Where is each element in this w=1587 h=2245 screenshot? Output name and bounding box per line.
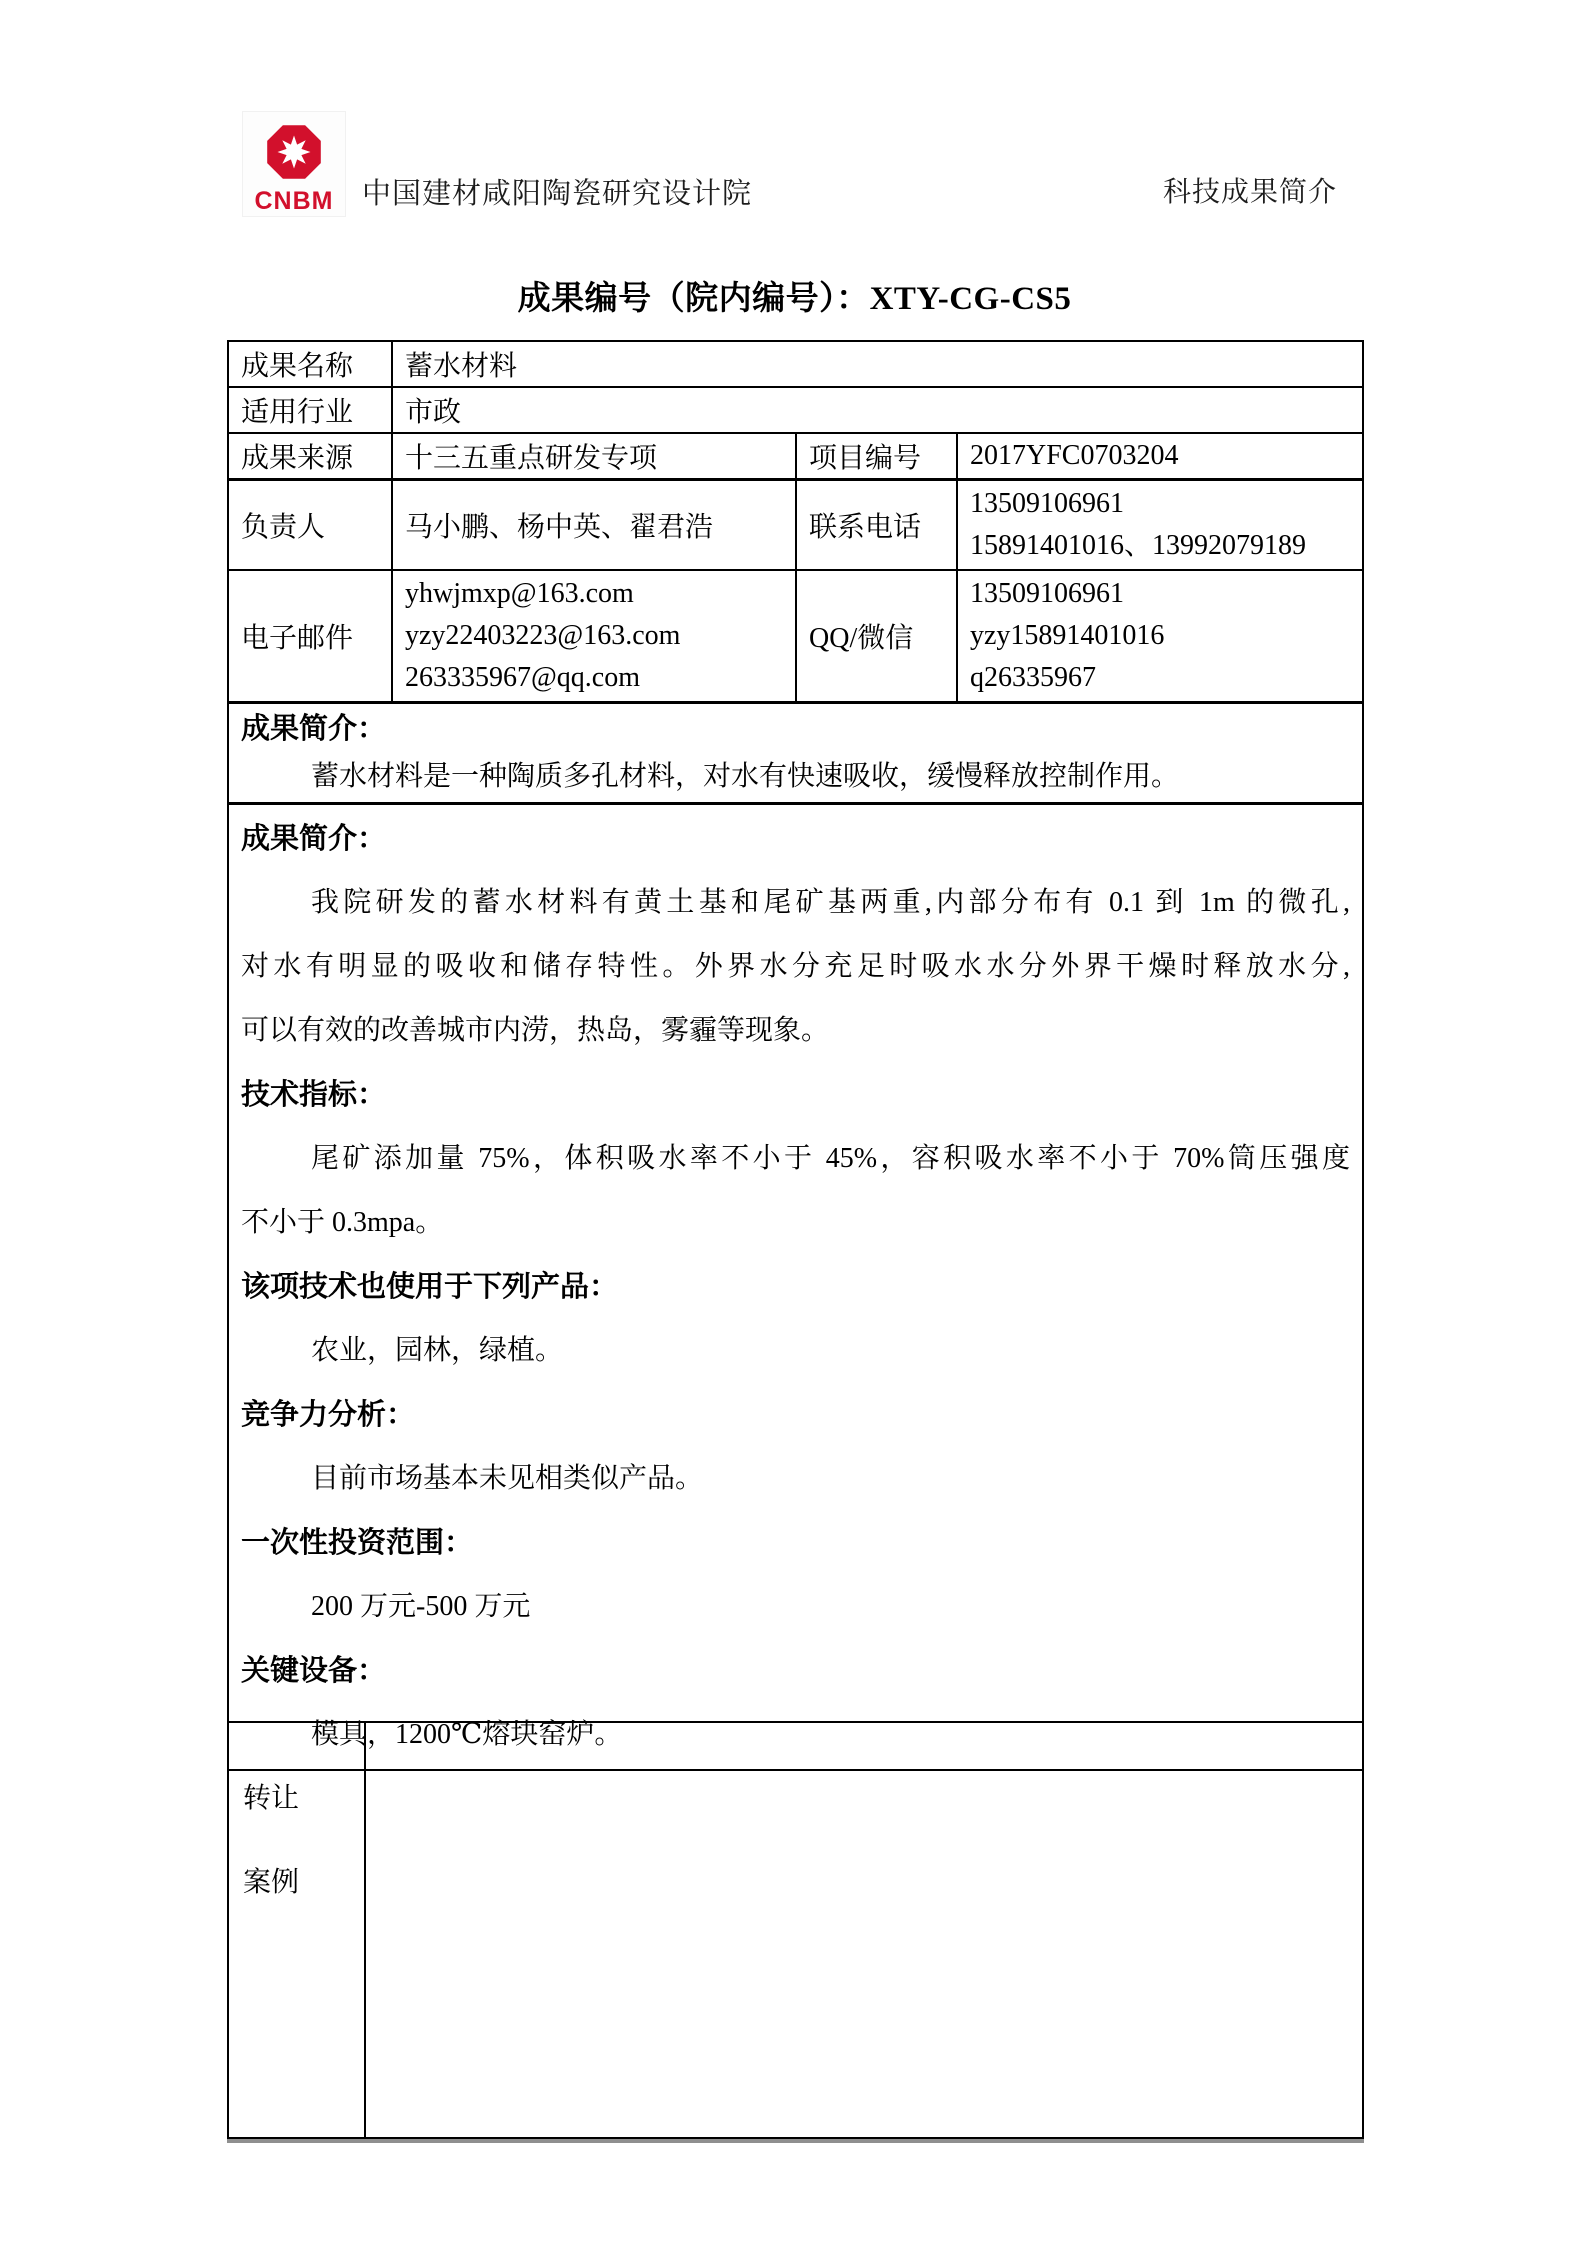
section-text: 我院研发的蓄水材料有黄土基和尾矿基两重,内部分布有 0.1 到 1m 的微孔,: [311, 887, 1351, 918]
qq-id: q26335967: [970, 662, 1096, 693]
section-text: 不小于 0.3mpa。: [241, 1207, 444, 1238]
transfer-table: [227, 1721, 1364, 2139]
field-label: 负责人: [228, 480, 392, 571]
qq-id: yzy15891401016: [970, 620, 1165, 651]
field-label: QQ/微信: [796, 570, 957, 703]
field-value-qq: [957, 570, 1363, 703]
transfer-label-line: 转让: [243, 1783, 300, 1814]
section-heading: 关键设备：: [241, 1655, 387, 1687]
qq-id: 13509106961: [970, 578, 1124, 609]
transfer-label-line: 案例: [243, 1867, 300, 1898]
email-address: yzy22403223@163.com: [405, 620, 681, 651]
field-value: 市政: [392, 387, 1363, 433]
section-text: 200 万元-500 万元: [311, 1591, 531, 1622]
field-label: 成果来源: [228, 433, 392, 480]
phone-number: 13509106961: [970, 488, 1124, 519]
details-cell: [228, 804, 1363, 1771]
section-text: 农业，园林，绿植。: [311, 1335, 564, 1366]
doc-type-label: 科技成果简介: [1163, 176, 1338, 207]
section-text: 蓄水材料是一种陶质多孔材料，对水有快速吸收，缓慢释放控制作用。: [311, 761, 1180, 792]
logo-text: CNBM: [254, 187, 334, 215]
row-details: [228, 804, 1363, 1771]
info-table: [227, 340, 1364, 1771]
section-text: 目前市场基本未见相类似产品。: [311, 1463, 704, 1494]
company-name: 中国建材咸阳陶瓷研究设计院: [362, 178, 753, 210]
section-heading: 该项技术也使用于下列产品：: [241, 1271, 619, 1303]
summary-cell: [228, 703, 1363, 804]
field-label: 成果名称: [228, 341, 392, 387]
section-heading: 竞争力分析：: [241, 1399, 416, 1431]
section-heading: 一次性投资范围：: [241, 1527, 474, 1559]
email-address: 263335967@qq.com: [405, 662, 640, 693]
row-result-name: [228, 341, 1363, 387]
row-summary: [228, 703, 1363, 804]
field-value: 2017YFC0703204: [957, 433, 1363, 480]
field-value-emails: [392, 570, 796, 703]
section-text: 可以有效的改善城市内涝，热岛，雾霾等现象。: [241, 1015, 830, 1046]
section-text: 模具，1200℃熔块窑炉。: [311, 1719, 623, 1750]
row-leader-phone: [228, 480, 1363, 571]
field-value: 马小鹏、杨中英、翟君浩: [392, 480, 796, 571]
field-label: [228, 1722, 365, 2138]
field-label: 联系电话: [796, 480, 957, 571]
section-text: 尾矿添加量 75%，体积吸水率不小于 45%，容积吸水率不小于 70%筒压强度: [311, 1143, 1351, 1174]
section-heading: 成果简介：: [241, 713, 387, 745]
field-label: 电子邮件: [228, 570, 392, 703]
row-transfer-case: [228, 1722, 1363, 2138]
section-heading: 成果简介：: [241, 823, 387, 855]
field-value-phones: [957, 480, 1363, 571]
email-address: yhwjmxp@163.com: [405, 578, 634, 609]
field-value: 蓄水材料: [392, 341, 1363, 387]
row-source-project: [228, 433, 1363, 480]
section-text: 对水有明显的吸收和储存特性。外界水分充足时吸水水分外界干燥时释放水分,: [241, 951, 1351, 982]
field-value: 十三五重点研发专项: [392, 433, 796, 480]
field-label: 项目编号: [796, 433, 957, 480]
row-industry: [228, 387, 1363, 433]
transfer-value: [365, 1722, 1363, 2138]
page-title: 成果编号（院内编号）：XTY-CG-CS5: [517, 281, 1072, 317]
field-label: 适用行业: [228, 387, 392, 433]
cnbm-logo: [243, 112, 345, 216]
section-heading: 技术指标：: [241, 1079, 387, 1111]
phone-number: 15891401016、13992079189: [970, 530, 1307, 561]
row-email-qq: [228, 570, 1363, 703]
logo-star-icon: [278, 136, 311, 169]
